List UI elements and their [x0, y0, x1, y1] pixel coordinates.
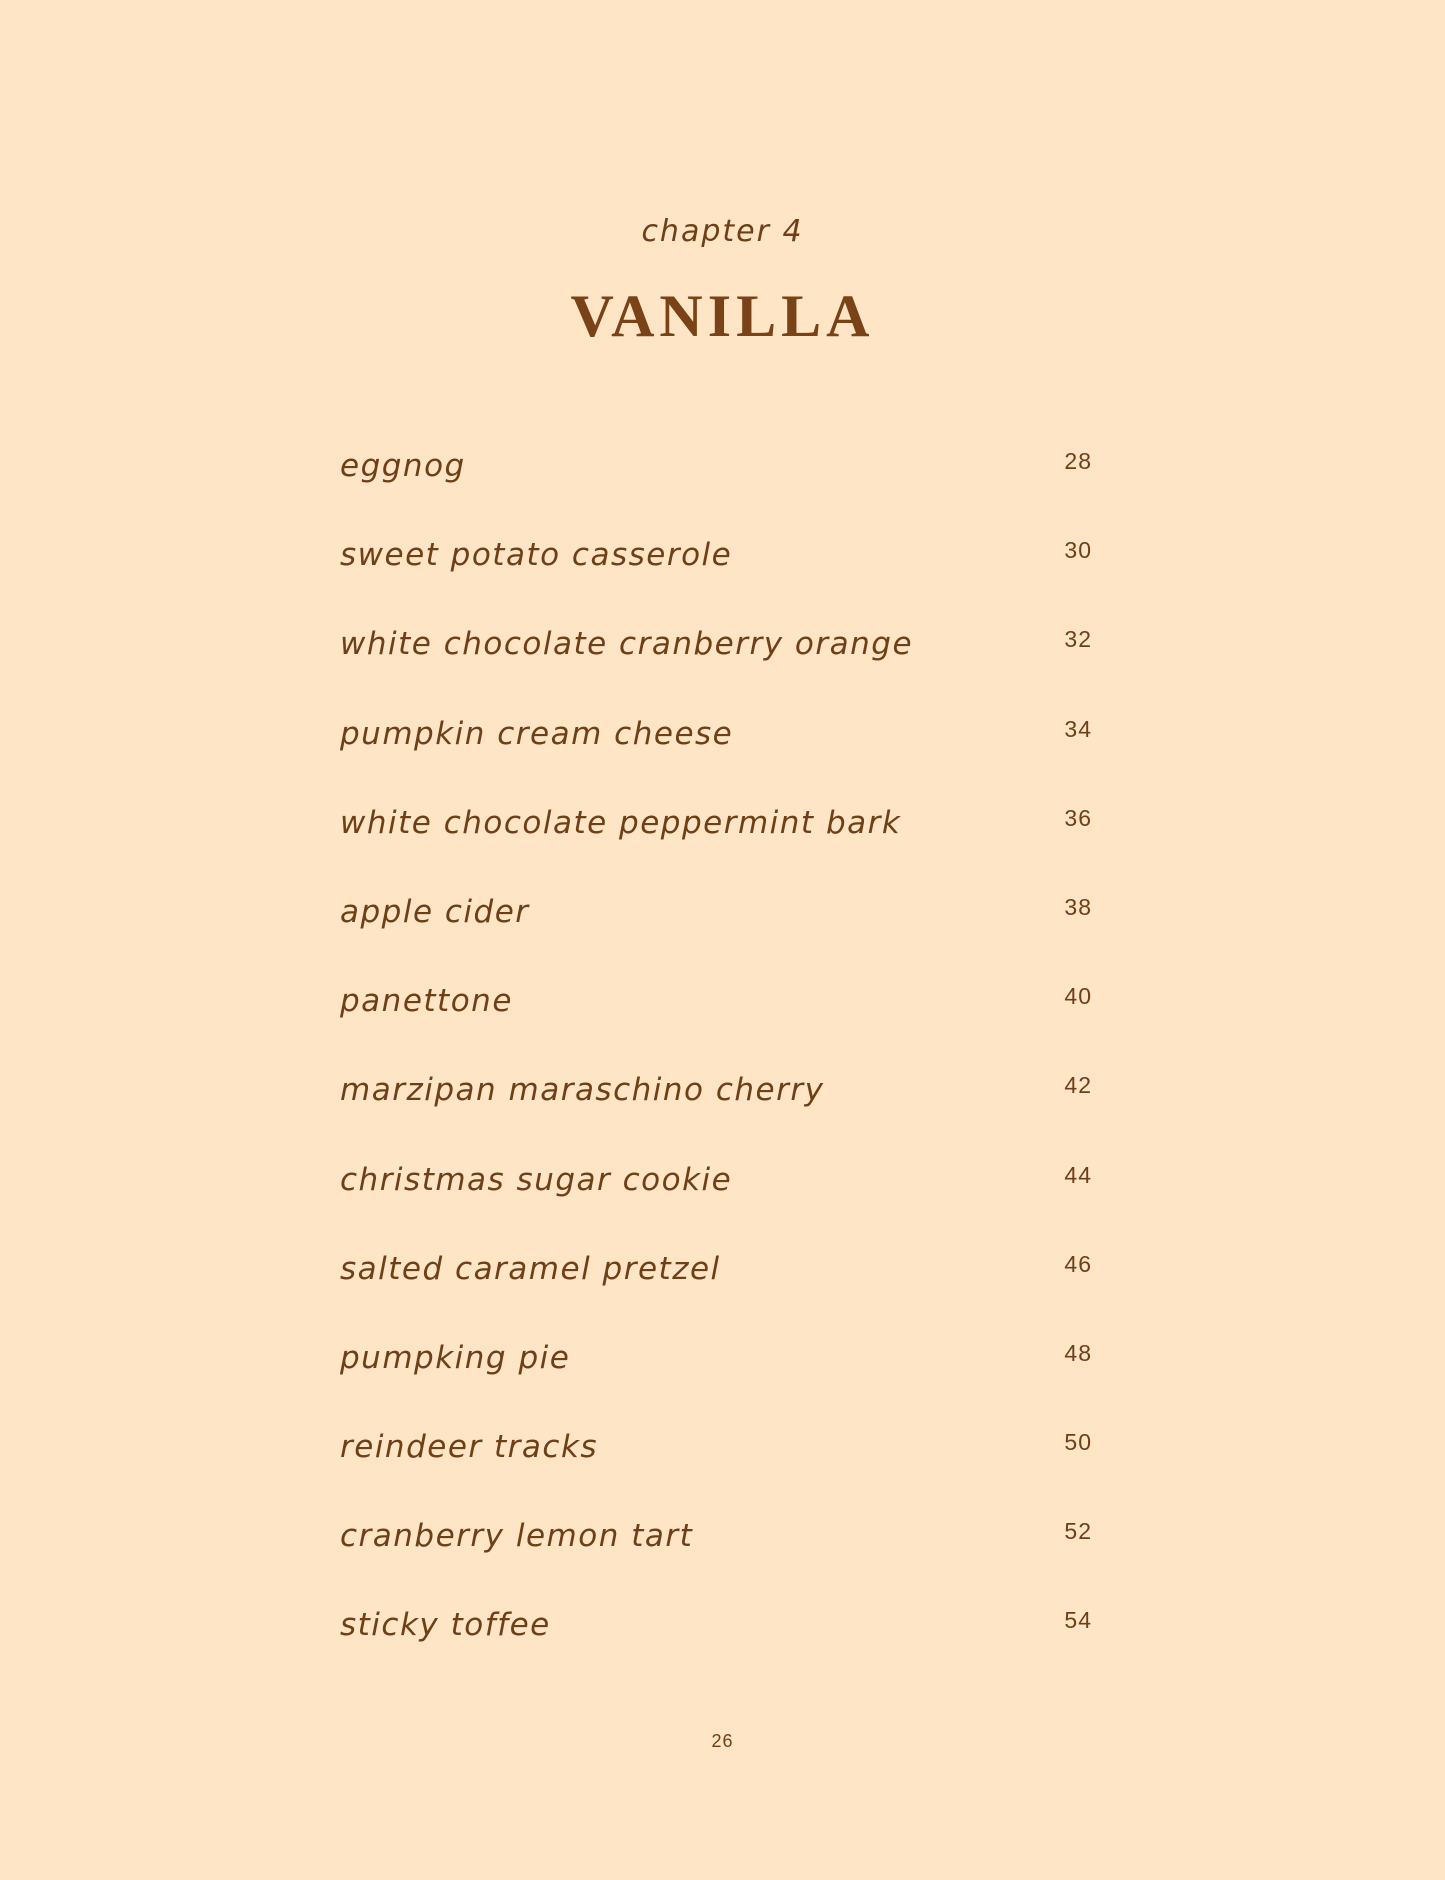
- toc-entry-page: 28: [1064, 448, 1092, 474]
- toc-entry-page: 44: [1064, 1161, 1092, 1188]
- toc-entry-sweet-potato-casserole[interactable]: [340, 529, 1092, 618]
- toc-entry-pumpkin-cream-cheese[interactable]: [340, 708, 1092, 797]
- toc-entry-title: panettone: [340, 983, 513, 1020]
- toc-entry-page: 30: [1064, 537, 1092, 564]
- toc-entry-salted-caramel-pretzel[interactable]: [340, 1243, 1092, 1332]
- toc-entry-title: white chocolate cranberry orange: [340, 626, 914, 663]
- chapter-title: VANILLA: [570, 283, 875, 349]
- toc-entry-title: reindeer tracks: [340, 1429, 599, 1466]
- toc-entry-title: pumpkin cream cheese: [340, 715, 734, 752]
- toc-entry-title: sweet potato casserole: [340, 537, 733, 574]
- toc-entry-page: 34: [1064, 715, 1092, 742]
- toc-entry-panettone[interactable]: [340, 975, 1092, 1064]
- toc-entry-page: 52: [1064, 1518, 1092, 1545]
- toc-entry-christmas-sugar-cookie[interactable]: [340, 1154, 1092, 1243]
- toc-entry-page: 42: [1064, 1072, 1092, 1099]
- toc-entry-title: marzipan maraschino cherry: [340, 1072, 825, 1109]
- page-number: 26: [711, 1731, 734, 1751]
- toc-entry-sticky-toffee[interactable]: [340, 1599, 1092, 1688]
- toc-entry-eggnog[interactable]: [340, 440, 1092, 529]
- toc-entry-page: 32: [1064, 626, 1092, 653]
- toc-entry-title: eggnog: [340, 448, 466, 484]
- toc-entry-title: sticky toffee: [340, 1607, 551, 1644]
- chapter-label: chapter 4: [641, 214, 804, 249]
- toc-entry-page: 38: [1064, 893, 1092, 920]
- toc-entry-page: 54: [1064, 1607, 1092, 1634]
- toc-entry-page: 40: [1064, 983, 1092, 1010]
- toc-entry-marzipan-maraschino-cherry[interactable]: [340, 1064, 1092, 1153]
- toc-entry-title: apple cider: [340, 893, 530, 930]
- toc-entry-white-chocolate-cranberry-orange[interactable]: [340, 618, 1092, 707]
- toc-entry-title: white chocolate peppermint bark: [340, 804, 902, 841]
- toc-entry-page: 48: [1064, 1339, 1092, 1366]
- table-of-contents: [340, 440, 1092, 1689]
- toc-entry-cranberry-lemon-tart[interactable]: [340, 1510, 1092, 1599]
- toc-entry-apple-cider[interactable]: [340, 886, 1092, 975]
- toc-entry-page: 46: [1064, 1250, 1092, 1277]
- toc-entry-title: cranberry lemon tart: [340, 1518, 694, 1555]
- toc-entry-title: pumpking pie: [340, 1339, 571, 1376]
- toc-entry-reindeer-tracks[interactable]: [340, 1421, 1092, 1510]
- toc-entry-title: christmas sugar cookie: [340, 1161, 733, 1198]
- toc-entry-white-chocolate-peppermint-bark[interactable]: [340, 797, 1092, 886]
- toc-entry-pumpking-pie[interactable]: [340, 1332, 1092, 1421]
- toc-entry-page: 50: [1064, 1429, 1092, 1456]
- toc-entry-page: 36: [1064, 804, 1092, 831]
- toc-entry-title: salted caramel pretzel: [340, 1250, 721, 1287]
